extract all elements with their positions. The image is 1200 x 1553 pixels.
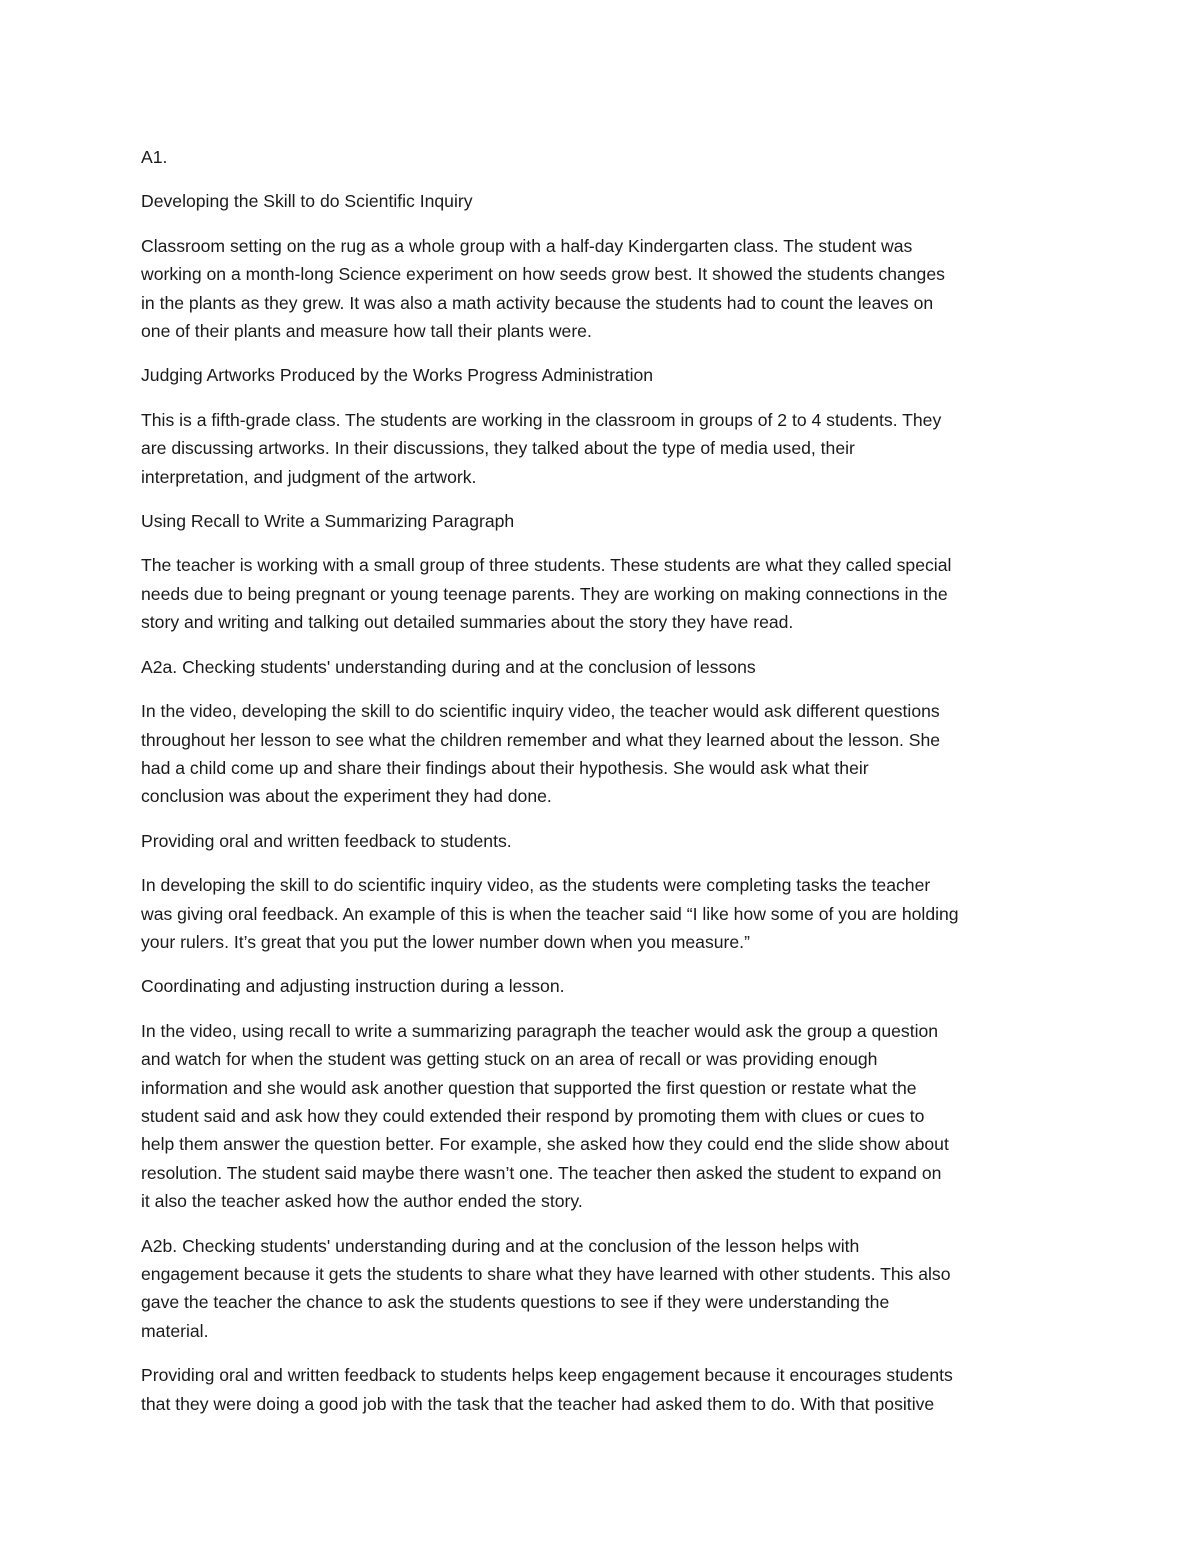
text-line: engagement because it gets the students to share what they have learned with other students. This also (141, 1264, 951, 1284)
text-line: This is a fifth-grade class. The students are working in the classroom in groups of 2 to 4 students. They (141, 409, 942, 430)
heading-line (141, 653, 1071, 681)
heading-line (141, 361, 1071, 389)
text-line: and watch for when the student was getting stuck on an area of recall or was providing enough (141, 1049, 878, 1070)
body-paragraph (141, 551, 1071, 636)
text-line: Judging Artworks Produced by the Works Progress Administration (141, 365, 654, 386)
text-line: In developing the skill to do scientific inquiry video, as the students were completing tasks the teacher (141, 875, 931, 896)
body-paragraph (141, 871, 1071, 956)
text-line: resolution. The student said maybe there wasn’t one. The teacher then asked the student to expand on (141, 1162, 942, 1183)
text-line: In the video, developing the skill to do scientific inquiry video, the teacher would ask different questions (141, 701, 940, 722)
text-line: in the plants as they grew. It was also a math activity because the students had to count the leaves on (141, 292, 934, 313)
text-line: A2b. Checking students' understanding during and at the conclusion of the lesson helps with (141, 1235, 860, 1256)
heading-line (141, 187, 1071, 215)
text-line: are discussing artworks. In their discussions, they talked about the type of media used, their (141, 438, 855, 459)
text-line: help them answer the question better. For example, she asked how they could end the slide show about (141, 1134, 949, 1155)
body-paragraph (141, 697, 1071, 811)
text-line: throughout her lesson to see what the children remember and what they learned about the lesson. She (141, 729, 941, 750)
text-line: working on a month-long Science experiment on how seeds grow best. It showed the students changes (141, 264, 945, 285)
text-line: student said and ask how they could extended their respond by promoting them with clues or cues to (141, 1105, 925, 1126)
text-line: needs due to being pregnant or young teenage parents. They are working on making connections in the (141, 583, 948, 604)
body-paragraph (141, 232, 1071, 346)
text-line: Coordinating and adjusting instruction during a lesson. (141, 976, 565, 997)
text-line: one of their plants and measure how tall their plants were. (141, 321, 592, 342)
text-line: The teacher is working with a small group of three students. These students are what they called special (141, 555, 952, 576)
text-line: conclusion was about the experiment they had done. (141, 786, 552, 807)
heading-line (141, 507, 1071, 535)
text-line: Using Recall to Write a Summarizing Paragraph (141, 511, 515, 532)
body-paragraph (141, 1232, 1071, 1346)
text-line: your rulers. It’s great that you put the lower number down when you measure.” (141, 931, 750, 952)
text-line: interpretation, and judgment of the artwork. (141, 466, 477, 487)
text-line: Developing the Skill to do Scientific Inquiry (141, 191, 473, 212)
text-line: In the video, using recall to write a summarizing paragraph the teacher would ask the group a question (141, 1020, 939, 1041)
text-line: information and she would ask another question that supported the first question or restate what the (141, 1077, 917, 1098)
text-line: A2a. Checking students' understanding during and at the conclusion of lessons (141, 656, 756, 677)
heading-line (141, 143, 1071, 171)
text-line: Classroom setting on the rug as a whole group with a half-day Kindergarten class. The student was (141, 235, 913, 256)
heading-line (141, 827, 1071, 855)
text-line: story and writing and talking out detailed summaries about the story they have read. (141, 612, 794, 633)
text-line: that they were doing a good job with the task that the teacher had asked them to do. With that positive (141, 1393, 935, 1414)
text-line: was giving oral feedback. An example of this is when the teacher said “I like how some of you are holding (141, 903, 959, 924)
text-line: it also the teacher asked how the author ended the story. (141, 1191, 583, 1212)
body-paragraph (141, 1361, 1071, 1418)
heading-line (141, 972, 1071, 1000)
text-line: Providing oral and written feedback to students helps keep engagement because it encourages students (141, 1365, 953, 1386)
text-line: had a child come up and share their findings about their hypothesis. She would ask what their (141, 757, 869, 778)
text-line: A1. (141, 147, 168, 167)
document-body (141, 143, 1071, 1434)
text-line: material. (141, 1320, 209, 1341)
text-line: gave the teacher the chance to ask the students questions to see if they were understanding the (141, 1292, 890, 1313)
body-paragraph (141, 1017, 1071, 1216)
body-paragraph (141, 406, 1071, 491)
text-line: Providing oral and written feedback to students. (141, 830, 512, 851)
